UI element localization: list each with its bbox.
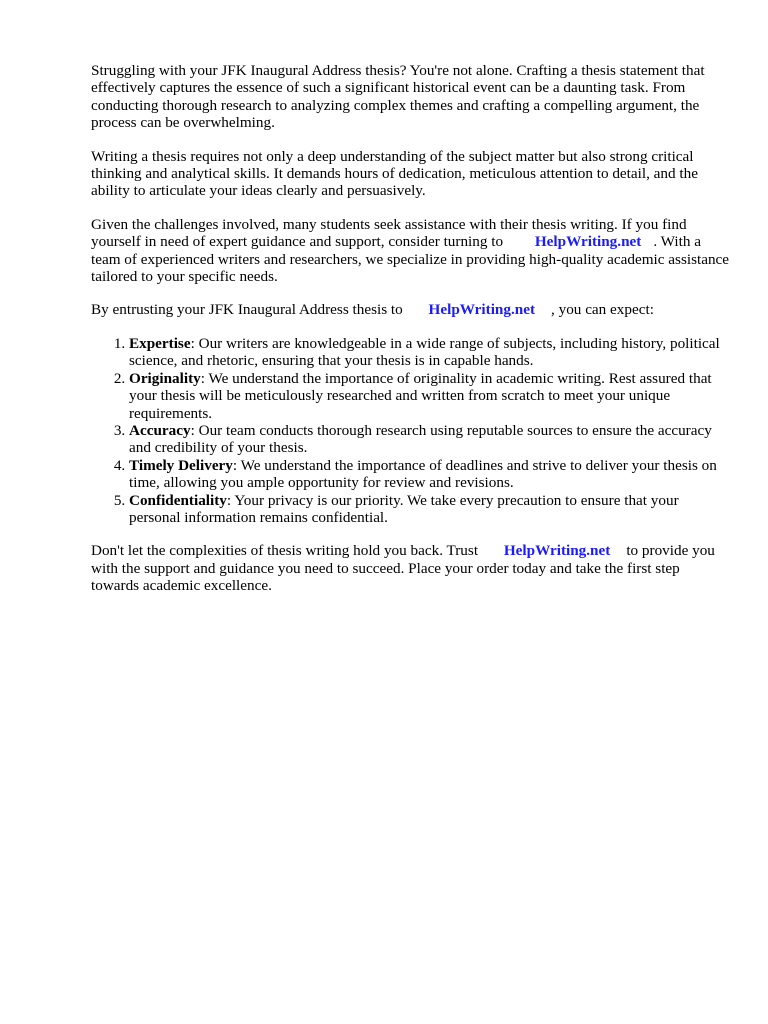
- assistance-text-before: Given the challenges involved, many students seek assistance with their thesis writing. If you find yourself in need of expert guidance and support, consider turning to: [91, 215, 687, 251]
- list-item: [129, 492, 731, 527]
- assistance-text-after: . With a team of experienced writers and researchers, we specialize in providing high-quality academic assistance tailored to your specific needs.: [91, 233, 730, 286]
- helpwriting-link-2[interactable]: HelpWriting.net: [428, 301, 536, 319]
- assistance-paragraph: [91, 216, 731, 286]
- helpwriting-link-3[interactable]: HelpWriting.net: [503, 542, 611, 560]
- intro-paragraph: [91, 62, 731, 132]
- expectations-paragraph: [91, 301, 731, 318]
- benefit-text: : Our team conducts thorough research using reputable sources to ensure the accuracy and credibility of your thesis.: [129, 421, 712, 457]
- requirements-paragraph: [91, 148, 731, 200]
- list-item: [129, 335, 731, 370]
- benefit-text: : We understand the importance of deadlines and strive to deliver your thesis on time, allowing you ample opportunity for review and revisions.: [129, 456, 717, 492]
- benefit-text: : We understand the importance of originality in academic writing. Rest assured that your thesis will be meticulously researched and written from scratch to meet your unique requirements.: [129, 369, 712, 422]
- requirements-text: Writing a thesis requires not only a deep understanding of the subject matter but also strong critical thinking and analytical skills. It demands hours of dedication, meticulous attention to detail, and the ability to articulate your ideas clearly and persuasively.: [91, 147, 698, 200]
- intro-text: Struggling with your JFK Inaugural Address thesis? You're not alone. Crafting a thesis statement that effectively captures the essence of such a significant historical event can be a daunting task. From conducting thorough research to analyzing complex themes and crafting a compelling argument, the process can be overwhelming.: [91, 62, 705, 132]
- benefit-text: : Your privacy is our priority. We take every precaution to ensure that your personal information remains confidential.: [129, 491, 679, 526]
- closing-text-after: to provide you with the support and guidance you need to succeed. Place your order today and take the first step towards academic excellence.: [91, 542, 715, 595]
- closing-paragraph: [91, 542, 731, 594]
- list-item: [129, 422, 731, 457]
- expectations-text-before: By entrusting your JFK Inaugural Address thesis to: [91, 301, 403, 319]
- document-page: [91, 62, 731, 611]
- helpwriting-link-1[interactable]: HelpWriting.net: [534, 233, 642, 251]
- benefit-title: Timely Delivery: [129, 456, 233, 474]
- benefit-title: Originality: [129, 369, 201, 387]
- list-item: [129, 370, 731, 422]
- benefit-title: Accuracy: [129, 421, 191, 439]
- benefits-list: [91, 335, 731, 526]
- benefit-title: Expertise: [129, 334, 191, 352]
- benefit-title: Confidentiality: [129, 491, 227, 509]
- list-item: [129, 457, 731, 492]
- expectations-text-after: , you can expect:: [551, 301, 654, 319]
- benefit-text: : Our writers are knowledgeable in a wide range of subjects, including history, political science, and rhetoric, ensuring that your thesis is in capable hands.: [129, 334, 720, 370]
- closing-text-before: Don't let the complexities of thesis writing hold you back. Trust: [91, 542, 479, 560]
